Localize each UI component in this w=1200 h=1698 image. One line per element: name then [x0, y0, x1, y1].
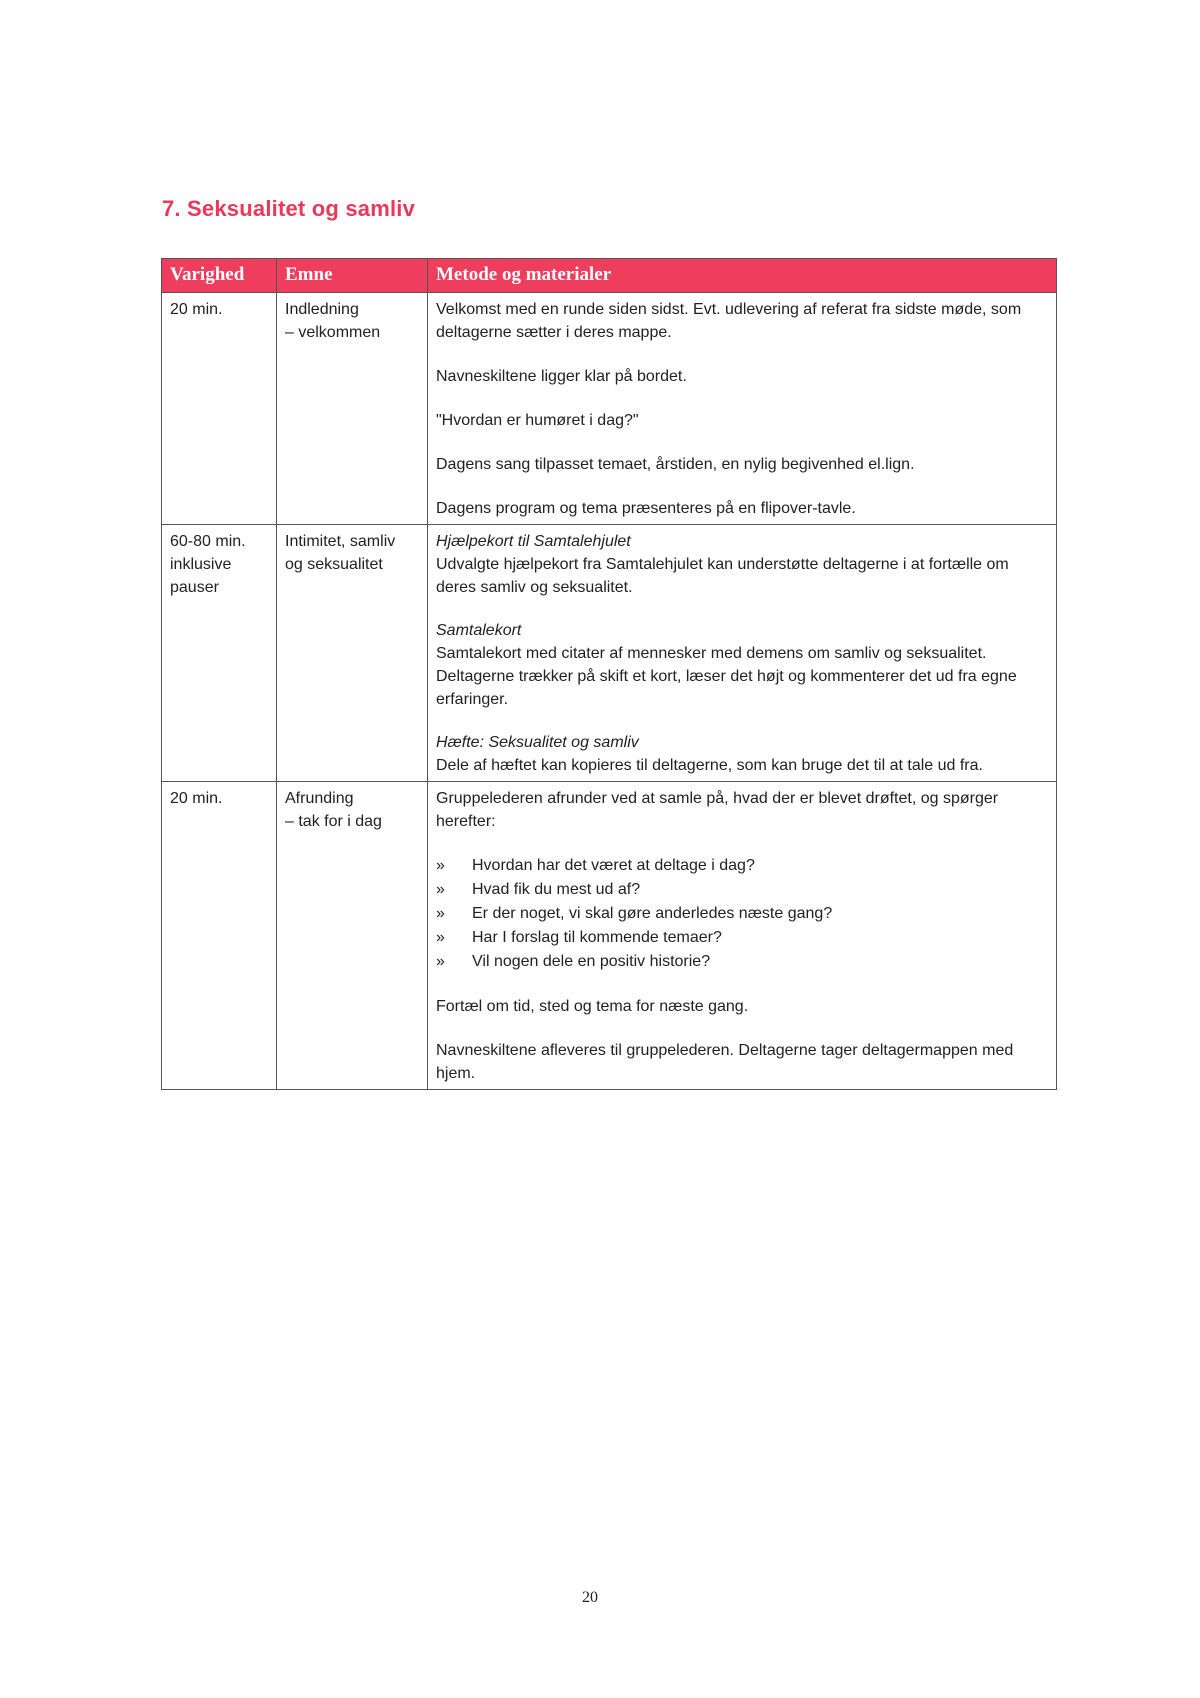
method-paragraph: Fortæl om tid, sted og tema for næste gang.	[436, 998, 749, 1015]
topic-line: – tak for i dag	[285, 813, 382, 830]
question-text: Har I forslag til kommende temaer?	[472, 929, 722, 946]
topic-cell	[277, 293, 428, 525]
duration-cell	[162, 782, 277, 1090]
material-text: Dele af hæftet kan kopieres til deltagerne, som kan bruge det til at tale ud fra.	[436, 757, 983, 774]
bullet-icon: »	[436, 881, 445, 898]
question-text: Er der noget, vi skal gøre anderledes næste gang?	[472, 905, 833, 922]
material-block	[436, 731, 1048, 777]
session-schedule-table	[161, 258, 1057, 1090]
material-heading: Hjælpekort til Samtalehjulet	[436, 533, 631, 550]
material-heading: Hæfte: Seksualitet og samliv	[436, 734, 639, 751]
material-heading: Samtalekort	[436, 622, 522, 639]
method-paragraph: Dagens sang tilpasset temaet, årstiden, en nylig begivenhed el.lign.	[436, 456, 915, 473]
topic-cell	[277, 525, 428, 782]
bullet-icon: »	[436, 857, 445, 874]
topic-line: – velkommen	[285, 324, 381, 341]
duration-line: pauser	[170, 579, 219, 596]
list-item	[436, 950, 1048, 974]
bullet-icon: »	[436, 929, 445, 946]
question-list	[436, 854, 1048, 974]
duration-line: 60-80 min.	[170, 533, 246, 550]
method-cell	[428, 293, 1057, 525]
question-text: Hvad fik du mest ud af?	[472, 881, 641, 898]
list-item	[436, 878, 1048, 902]
table-row	[162, 782, 1057, 1090]
header-method: Metode og materialer	[428, 259, 1057, 293]
topic-line: og seksualitet	[285, 556, 383, 573]
material-block	[436, 619, 1048, 711]
topic-cell	[277, 782, 428, 1090]
header-duration: Varighed	[162, 259, 277, 293]
duration-text: 20 min.	[170, 301, 223, 318]
material-block	[436, 530, 1048, 599]
method-paragraph: Navneskiltene ligger klar på bordet.	[436, 368, 687, 385]
method-paragraph: Dagens program og tema præsenteres på en flipover-tavle.	[436, 500, 856, 517]
topic-line: Indledning	[285, 301, 359, 318]
question-text: Hvordan har det været at deltage i dag?	[472, 857, 755, 874]
page-title: 7. Seksualitet og samliv	[162, 196, 416, 221]
list-item	[436, 902, 1048, 926]
duration-cell	[162, 525, 277, 782]
method-paragraph: Gruppelederen afrunder ved at samle på, hvad der er blevet drøftet, og spørger herefter:	[436, 790, 999, 830]
material-text: Udvalgte hjælpekort fra Samtalehjulet kan understøtte deltagerne i at fortælle om deres samliv og seksualitet.	[436, 556, 1009, 596]
material-text: Samtalekort med citater af mennesker med demens om samliv og seksualitet. Deltagerne trækker på skift et kort, læser det højt og kommenterer det ud fra egne erfaringer.	[436, 645, 1017, 708]
method-paragraph: Navneskiltene afleveres til gruppelederen. Deltagerne tager deltagermappen med hjem.	[436, 1042, 1014, 1082]
question-text: Vil nogen dele en positiv historie?	[472, 953, 711, 970]
method-paragraph: Velkomst med en runde siden sidst. Evt. udlevering af referat fra sidste møde, som deltagerne sætter i deres mappe.	[436, 301, 1022, 341]
bullet-icon: »	[436, 953, 445, 970]
header-topic: Emne	[277, 259, 428, 293]
table-row	[162, 293, 1057, 525]
list-item	[436, 854, 1048, 878]
method-cell	[428, 782, 1057, 1090]
bullet-icon: »	[436, 905, 445, 922]
duration-text: 20 min.	[170, 790, 223, 807]
table-row	[162, 525, 1057, 782]
topic-line: Intimitet, samliv	[285, 533, 396, 550]
method-paragraph: "Hvordan er humøret i dag?"	[436, 412, 639, 429]
duration-cell	[162, 293, 277, 525]
list-item	[436, 926, 1048, 950]
table-header-row	[162, 259, 1057, 293]
method-cell	[428, 525, 1057, 782]
topic-line: Afrunding	[285, 790, 354, 807]
page-number: 20	[582, 1589, 598, 1606]
duration-line: inklusive	[170, 556, 232, 573]
